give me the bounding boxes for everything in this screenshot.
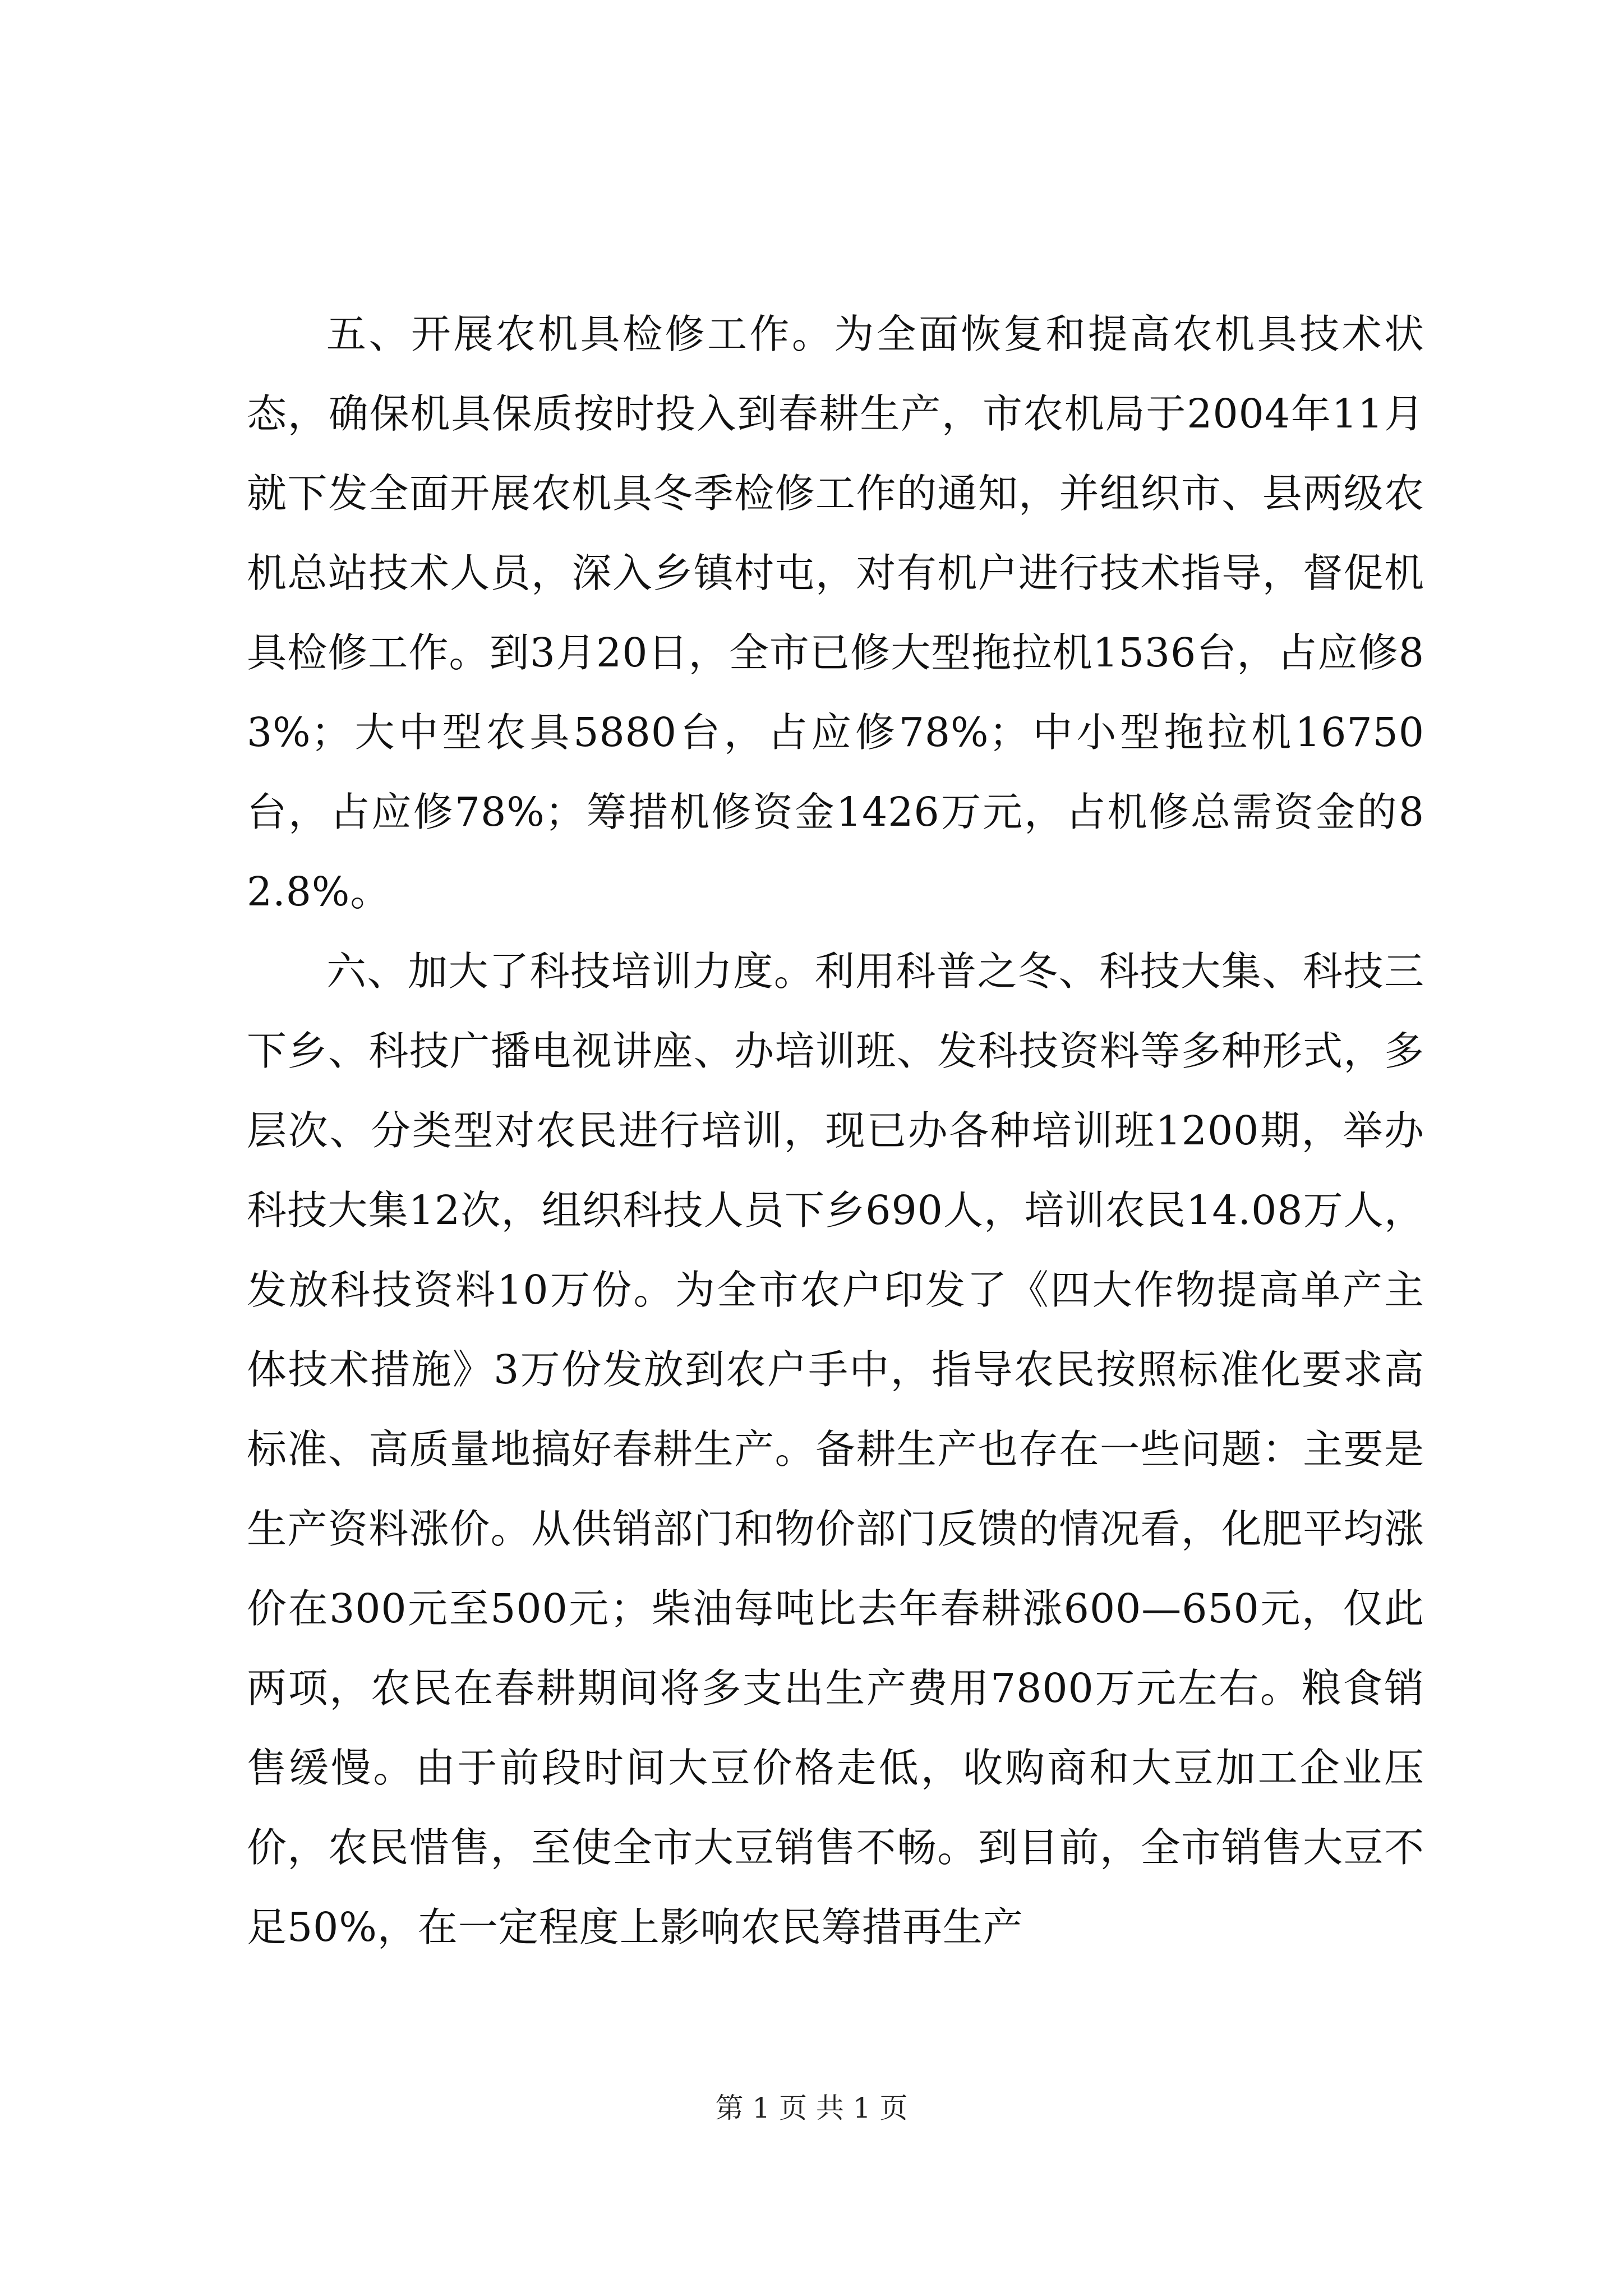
page-footer: 第 1 页 共 1 页 (715, 2092, 908, 2124)
document-body (247, 295, 1424, 1967)
paragraph-tech-training: 六、加大了科技培训力度。利用科普之冬、科技大集、科技三下乡、科技广播电视讲座、办培训班、发科技资料等多种形式，多层次、分类型对农民进行培训，现已办各种培训班1200期，举办科技大集12次，组织科技人员下乡690人，培训农民14.08万人，发放科技资料10万份。为全市农户印发了《四大作物提高单产主体技术措施》3万份发放到农户手中，指导农民按照标准化要求高标准、高质量地搞好春耕生产。备耕生产也存在一些问题：主要是生产资料涨价。从供销部门和物价部门反馈的情况看，化肥平均涨价在300元至500元；柴油每吨比去年春耕涨600—650元，仅此两项，农民在春耕期间将多支出生产费用7800万元左右。粮食销售缓慢。由于前段时间大豆价格走低，收购商和大豆加工企业压价，农民惜售，至使全市大豆销售不畅。到目前，全市销售大豆不足50%，在一定程度上影响农民筹措再生产 (247, 948, 1424, 1950)
paragraph-equipment-repair: 五、开展农机具检修工作。为全面恢复和提高农机具技术状态，确保机具保质按时投入到春耕生产，市农机局于2004年11月就下发全面开展农机具冬季检修工作的通知，并组织市、县两级农机总站技术人员，深入乡镇村屯，对有机户进行技术指导，督促机具检修工作。到3月20日，全市已修大型拖拉机1536台，占应修83%；大中型农具5880台，占应修78%；中小型拖拉机16750台，占应修78%；筹措机修资金1426万元，占机修总需资金的82.8%。 (247, 311, 1424, 915)
